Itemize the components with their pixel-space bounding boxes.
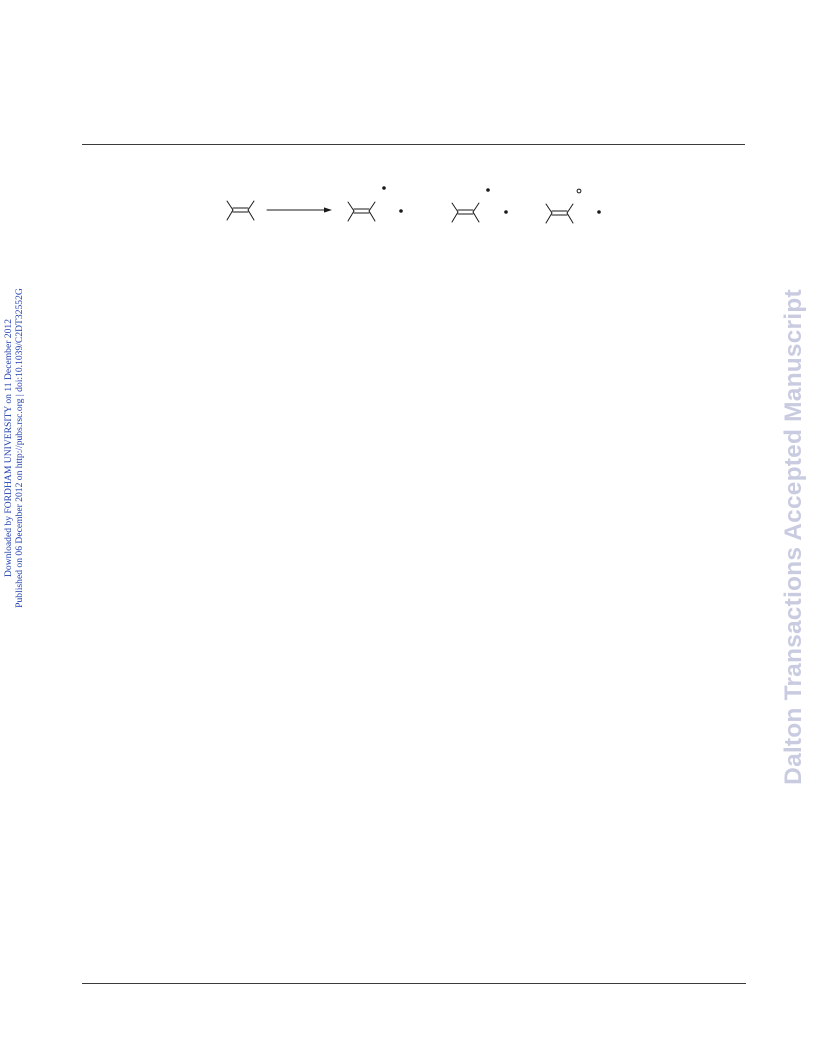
radical-dot [399, 209, 403, 213]
upper-radical-circle [577, 189, 581, 193]
radical-dot [597, 210, 601, 214]
reaction-arrow [267, 207, 332, 212]
product-radical-pair-3 [546, 189, 601, 223]
published-doi-line[interactable]: Published on 06 December 2012 on http://pubs.rsc.org | doi:10.1039/C2DT32552G [14, 288, 25, 608]
reactant-alkene [227, 201, 254, 220]
upper-radical-dot [486, 188, 490, 192]
watermark-text: Dalton Transactions Accepted Manuscript [780, 289, 807, 785]
product-radical-pair-2 [452, 188, 508, 222]
product-radical-pair-1 [348, 186, 403, 221]
upper-radical-dot [382, 186, 386, 190]
download-line[interactable]: Downloaded by FORDHAM UNIVERSITY on 11 December 2012 [3, 318, 14, 578]
radical-dot [504, 210, 508, 214]
